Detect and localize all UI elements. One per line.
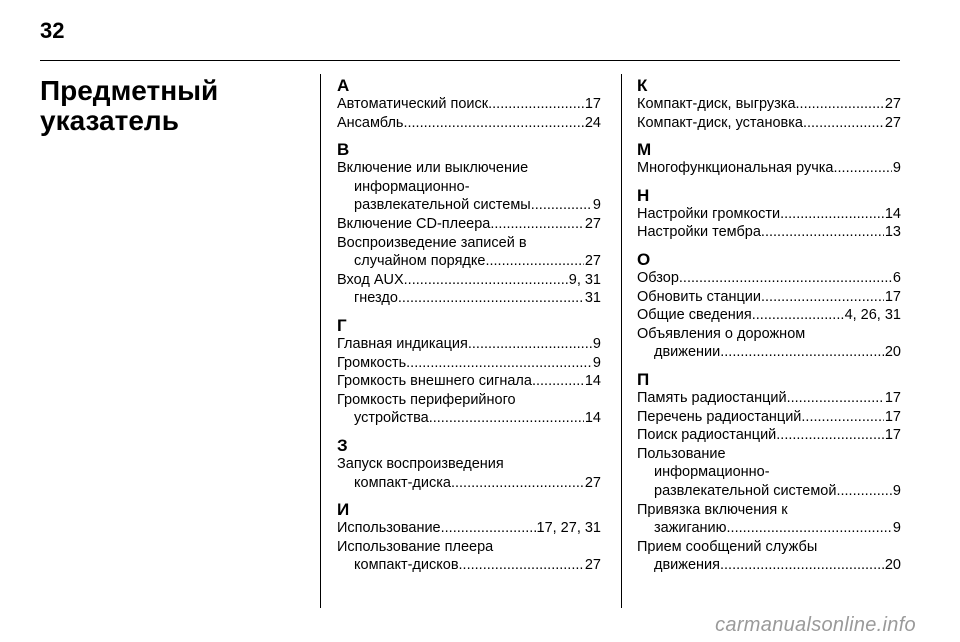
index-entry-text: Поиск радиостанций bbox=[637, 427, 777, 444]
index-letter-heading: К bbox=[637, 76, 648, 95]
index-page-ref: 27 bbox=[584, 253, 601, 270]
index-page-ref: 9, 31 bbox=[568, 271, 601, 288]
index-entry-text: Компакт-диск, выгрузка bbox=[637, 96, 796, 112]
index-page-ref: 20 bbox=[884, 344, 901, 361]
index-page-ref: 20 bbox=[884, 557, 901, 574]
index-column-left bbox=[337, 76, 601, 575]
index-page-ref: 14 bbox=[584, 373, 601, 390]
index-entry-text: Обзор bbox=[637, 269, 679, 286]
index-entry bbox=[637, 95, 901, 114]
index-entry-text: гнездо bbox=[354, 290, 398, 307]
index-page-ref: 14 bbox=[584, 410, 601, 427]
index-entry-text: случайном порядке bbox=[354, 253, 486, 270]
index-entry bbox=[637, 501, 901, 538]
index-entry bbox=[337, 335, 601, 354]
index-entry bbox=[337, 271, 601, 290]
index-entry bbox=[337, 114, 601, 133]
index-page-ref: 4, 26, 31 bbox=[844, 307, 901, 324]
index-entry-text: компакт-диска bbox=[354, 474, 451, 491]
index-entry bbox=[637, 288, 901, 307]
index-page-ref: 27 bbox=[584, 474, 601, 491]
index-page-ref: 31 bbox=[584, 290, 601, 307]
index-entry-text: Автоматический поиск bbox=[337, 96, 489, 112]
index-entry-text: Включение CD-плеера bbox=[337, 215, 491, 232]
index-entry-text: Вход AUX bbox=[337, 271, 404, 288]
index-letter-heading: М bbox=[637, 140, 652, 160]
index-page-ref: 9 bbox=[892, 520, 901, 537]
index-entry bbox=[337, 391, 601, 428]
index-entry-text: Пользование bbox=[637, 445, 726, 462]
page-title-line: Предметный bbox=[40, 75, 219, 106]
index-entry bbox=[637, 325, 901, 362]
index-page-ref: 9 bbox=[592, 335, 601, 352]
index-letter-heading: З bbox=[337, 435, 348, 455]
page-number: 32 bbox=[40, 18, 65, 43]
index-entry bbox=[637, 538, 901, 575]
index-entry-text: Компакт-диск, установка bbox=[637, 114, 803, 131]
index-entry-text: Многофункциональная ручка bbox=[637, 160, 834, 177]
index-letter-heading: А bbox=[337, 76, 350, 95]
index-entry bbox=[337, 95, 601, 114]
index-entry bbox=[637, 159, 901, 178]
index-page-ref: 17 bbox=[884, 427, 901, 444]
index-entry-text: Ансамбль bbox=[337, 114, 404, 131]
index-entry bbox=[637, 269, 901, 288]
index-page-ref: 9 bbox=[892, 160, 901, 177]
index-page-ref: 27 bbox=[584, 215, 601, 232]
index-entry bbox=[337, 372, 601, 391]
index-entry-text: Объявления о дорожном bbox=[637, 325, 806, 342]
index-entry-text: Включение или выключение bbox=[337, 160, 529, 177]
index-entry bbox=[637, 114, 901, 133]
index-entry bbox=[337, 289, 601, 308]
index-entry-text: развлекательной системы bbox=[354, 197, 531, 214]
index-entry-text: развлекательной системой bbox=[654, 482, 837, 499]
watermark-text: carmanualsonline.info bbox=[715, 614, 916, 636]
column-divider bbox=[621, 74, 622, 608]
index-entry bbox=[337, 538, 601, 575]
index-page-ref: 17, 27, 31 bbox=[536, 520, 601, 537]
index-entry-text: зажиганию bbox=[654, 520, 727, 537]
index-entry bbox=[337, 519, 601, 538]
index-page-ref: 17 bbox=[884, 389, 901, 406]
index-entry-text: движении bbox=[654, 344, 721, 361]
index-entry-text: компакт-дисков bbox=[354, 557, 459, 574]
index-page-ref: 13 bbox=[884, 224, 901, 241]
index-entry-text: информационно- bbox=[654, 464, 770, 481]
index-entry-text: Настройки тембра bbox=[637, 224, 761, 241]
index-entry-text: Громкость периферийного bbox=[337, 391, 516, 408]
column-divider bbox=[320, 74, 321, 608]
index-page-ref: 24 bbox=[584, 114, 601, 131]
index-entry-text: устройства bbox=[354, 410, 429, 427]
index-entry bbox=[637, 389, 901, 408]
index-letter-heading: Н bbox=[637, 185, 650, 205]
index-entry-text: Обновить станции bbox=[637, 288, 761, 305]
index-page-ref: 27 bbox=[884, 96, 901, 112]
index-entry bbox=[637, 408, 901, 427]
page-title-line: указатель bbox=[40, 105, 179, 136]
index-column-right bbox=[637, 76, 901, 575]
index-entry-text: Громкость внешнего сигнала bbox=[337, 373, 532, 390]
index-entry bbox=[637, 445, 901, 501]
index-entry bbox=[637, 205, 901, 224]
index-entry bbox=[637, 306, 901, 325]
index-letter-heading: О bbox=[637, 249, 651, 269]
index-entry-text: Прием сообщений службы bbox=[637, 538, 818, 555]
index-letter-heading: В bbox=[337, 140, 350, 160]
page-title bbox=[40, 76, 310, 136]
index-page-ref: 14 bbox=[884, 205, 901, 222]
index-entry-text: Воспроизведение записей в bbox=[337, 234, 527, 251]
index-entry bbox=[337, 354, 601, 373]
index-page-ref: 9 bbox=[592, 354, 601, 371]
index-page-ref: 6 bbox=[892, 269, 901, 286]
index-entry bbox=[637, 223, 901, 242]
index-page-ref: 27 bbox=[884, 114, 901, 131]
index-entry-text: Использование плеера bbox=[337, 538, 494, 555]
index-entry bbox=[637, 426, 901, 445]
index-entry-text: Настройки громкости bbox=[637, 205, 781, 222]
index-entry bbox=[337, 159, 601, 215]
header-rule bbox=[40, 60, 900, 61]
index-entry-text: Запуск воспроизведения bbox=[337, 455, 504, 472]
index-entry-text: Привязка включения к bbox=[637, 501, 788, 518]
index-entry-text: Общие сведения bbox=[637, 307, 752, 324]
index-entry-text: Память радиостанций bbox=[637, 389, 787, 406]
index-page-ref: 17 bbox=[884, 288, 901, 305]
index-letter-heading: И bbox=[337, 500, 350, 520]
index-entry-text: движения bbox=[654, 557, 720, 574]
index-page-ref: 17 bbox=[584, 96, 601, 112]
index-entry bbox=[337, 455, 601, 492]
index-page-ref: 9 bbox=[892, 482, 901, 499]
index-entry-text: Главная индикация bbox=[337, 335, 468, 352]
index-entry-text: Громкость bbox=[337, 354, 407, 371]
index-page-ref: 17 bbox=[884, 408, 901, 425]
index-entry bbox=[337, 234, 601, 271]
index-entry-text: Использование bbox=[337, 520, 441, 537]
index-entry-text: информационно- bbox=[354, 178, 470, 195]
index-letter-heading: Г bbox=[337, 315, 347, 335]
index-page-ref: 27 bbox=[584, 557, 601, 574]
index-entry-text: Перечень радиостанций bbox=[637, 408, 802, 425]
index-entry bbox=[337, 215, 601, 234]
index-letter-heading: П bbox=[637, 369, 650, 389]
index-page-ref: 9 bbox=[592, 197, 601, 214]
